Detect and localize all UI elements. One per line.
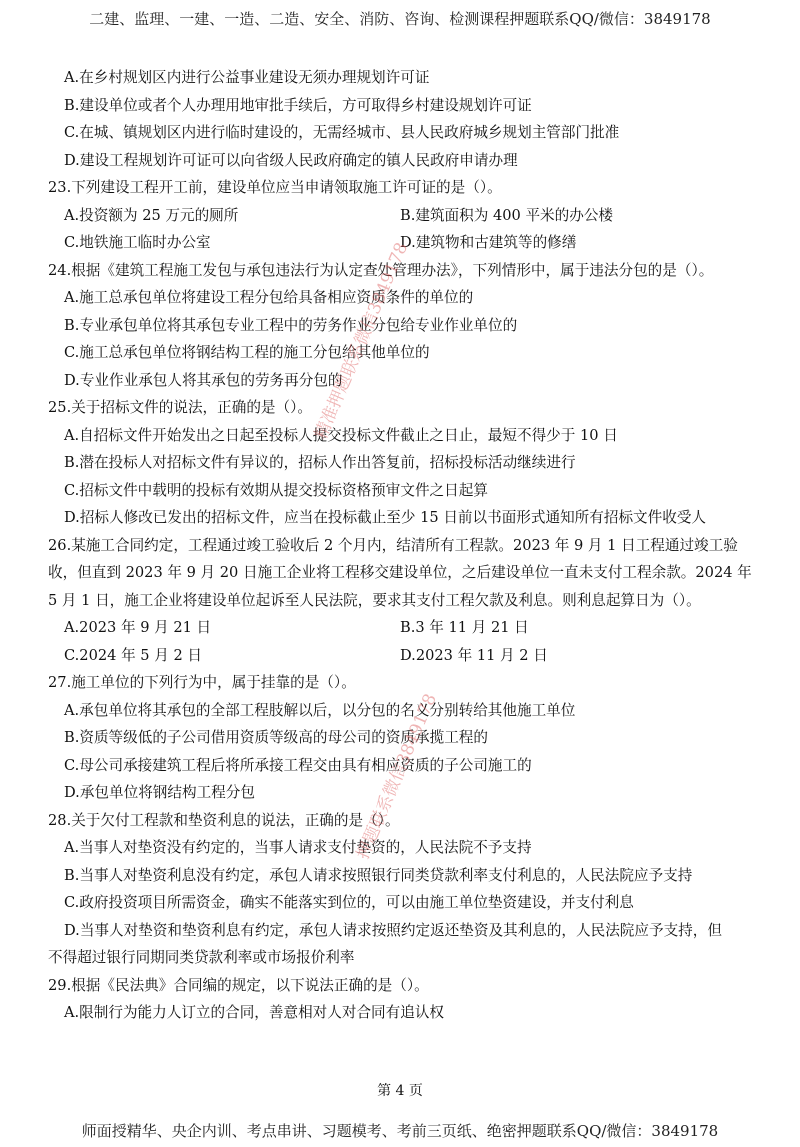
line-text: D.当事人对垫资和垫资利息有约定，承包人请求按照约定返还垫资及其利息的，人民法院应予支持，但 [64, 921, 722, 939]
option-line [0, 284, 800, 312]
option-line [0, 779, 800, 807]
option-line [0, 724, 800, 752]
line-text: C.地铁施工临时办公室 [64, 234, 211, 251]
option-line [0, 614, 800, 642]
line-text: A.投资额为 25 万元的厕所 [64, 206, 239, 224]
option-line [0, 642, 800, 670]
option-line [0, 64, 800, 92]
line-text: C.2024 年 5 月 2 日 [64, 646, 202, 664]
line-text: A.承包单位将其承包的全部工程肢解以后，以分包的名义分别转给其他施工单位 [64, 701, 576, 719]
option-line [0, 477, 800, 505]
document-body [0, 64, 800, 1027]
line-text: D.承包单位将钢结构工程分包 [64, 784, 255, 801]
line-text: A.当事人对垫资没有约定的，当事人请求支付垫资的，人民法院不予支持 [64, 839, 532, 856]
line-text: A.限制行为能力人订立的合同，善意相对人对合同有追认权 [64, 1004, 445, 1021]
line-text: 27.施工单位的下列行为中，属于挂靠的是（）。 [48, 674, 356, 691]
option-line [0, 422, 800, 450]
option-line [0, 697, 800, 725]
option-line [0, 999, 800, 1027]
question-line [0, 257, 800, 285]
line-text: C.招标文件中载明的投标有效期从提交投标资格预审文件之日起算 [64, 481, 488, 499]
line-text: C.母公司承接建筑工程后将所承接工程交由具有相应资质的子公司施工的 [64, 756, 532, 774]
question-line [0, 944, 800, 972]
line-text: B.建设单位或者个人办理用地审批手续后，方可取得乡村建设规划许可证 [64, 96, 532, 114]
option-line [0, 339, 800, 367]
line-text: B.专业承包单位将其承包专业工程中的劳务作业分包给专业作业单位的 [64, 316, 518, 334]
question-line [0, 174, 800, 202]
option-line [0, 147, 800, 175]
line-text: C.施工总承包单位将钢结构工程的施工分包给其他单位的 [64, 344, 430, 361]
option-line [0, 229, 800, 257]
line-text: 29.根据《民法典》合同编的规定，以下说法正确的是（）。 [48, 976, 429, 994]
line-text: 5 月 1 日，施工企业将建设单位起诉至人民法院，要求其支付工程欠款及利息。则利息起算日为（）。 [48, 591, 701, 609]
line-text: 收，但直到 2023 年 9 月 20 日施工企业将工程移交建设单位，之后建设单位一直未支付工程余款。2024 年 [48, 564, 752, 581]
option-line [0, 367, 800, 395]
page-number: 第 4 页 [377, 1083, 423, 1099]
option-line [0, 752, 800, 780]
line-text: B.当事人对垫资利息没有约定，承包人请求按照银行同类贷款利率支付利息的，人民法院应予支持 [64, 866, 693, 884]
question-line [0, 394, 800, 422]
option-line [0, 834, 800, 862]
line-text: B.潜在投标人对招标文件有异议的，招标人作出答复前，招标投标活动继续进行 [64, 454, 576, 471]
line-text: D.招标人修改已发出的招标文件，应当在投标截止至少 15 日前以书面形式通知所有招标文件收受人 [64, 509, 707, 526]
question-line [0, 587, 800, 615]
line-text: D.专业作业承包人将其承包的劳务再分包的 [64, 371, 343, 389]
line-text: A.2023 年 9 月 21 日 [64, 619, 212, 636]
option-line [0, 862, 800, 890]
line-text: A.自招标文件开始发出之日起至投标人提交投标文件截止之日止，最短不得少于 10 日 [64, 426, 618, 444]
line-text: 24.根据《建筑工程施工发包与承包违法行为认定查处管理办法》，下列情形中，属于违法分包的是（）。 [48, 261, 714, 279]
page-header: 二建、监理、一建、一造、二造、安全、消防、咨询、检测课程押题联系QQ/微信：3849178 [89, 10, 711, 28]
option-right-column: B.建筑面积为 400 平米的办公楼 [400, 206, 614, 224]
option-right-column: D.建筑物和古建筑等的修缮 [400, 234, 577, 251]
line-text: A.施工总承包单位将建设工程分包给具备相应资质条件的单位的 [64, 289, 474, 306]
line-text: 26.某施工合同约定，工程通过竣工验收后 2 个月内，结清所有工程款。2023 年 9 月 1 日工程通过竣工验 [48, 536, 738, 554]
watermark-lower: 押题联系微信3849178 [353, 690, 441, 863]
option-line [0, 202, 800, 230]
line-text: C.政府投资项目所需资金，确实不能落实到位的，可以由施工单位垫资建设，并支付利息 [64, 894, 634, 911]
option-right-column: B.3 年 11 月 21 日 [400, 619, 529, 636]
watermark-upper: 精准押题联系微信3849178 [311, 239, 413, 443]
option-line [0, 449, 800, 477]
question-line [0, 559, 800, 587]
question-line [0, 972, 800, 1000]
option-line [0, 889, 800, 917]
question-line [0, 807, 800, 835]
option-line [0, 92, 800, 120]
question-line [0, 532, 800, 560]
line-text: B.资质等级低的子公司借用资质等级高的母公司的资质承揽工程的 [64, 729, 488, 746]
option-line [0, 119, 800, 147]
line-text: 23.下列建设工程开工前，建设单位应当申请领取施工许可证的是（）。 [48, 179, 502, 196]
line-text: A.在乡村规划区内进行公益事业建设无须办理规划许可证 [64, 69, 430, 86]
option-line [0, 312, 800, 340]
line-text: 不得超过银行同期同类贷款利率或市场报价利率 [48, 949, 355, 966]
line-text: D.建设工程规划许可证可以向省级人民政府确定的镇人民政府申请办理 [64, 151, 518, 169]
line-text: C.在城、镇规划区内进行临时建设的，无需经城市、县人民政府城乡规划主管部门批准 [64, 124, 620, 141]
line-text: 25.关于招标文件的说法，正确的是（）。 [48, 399, 313, 416]
option-line [0, 504, 800, 532]
page-footer: 师面授精华、央企内训、考点串讲、习题模考、考前三页纸、绝密押题联系QQ/微信：3849178 [81, 1122, 719, 1140]
option-right-column: D.2023 年 11 月 2 日 [400, 646, 548, 664]
question-line [0, 669, 800, 697]
line-text: 28.关于欠付工程款和垫资利息的说法，正确的是（）。 [48, 811, 400, 829]
option-line [0, 917, 800, 945]
